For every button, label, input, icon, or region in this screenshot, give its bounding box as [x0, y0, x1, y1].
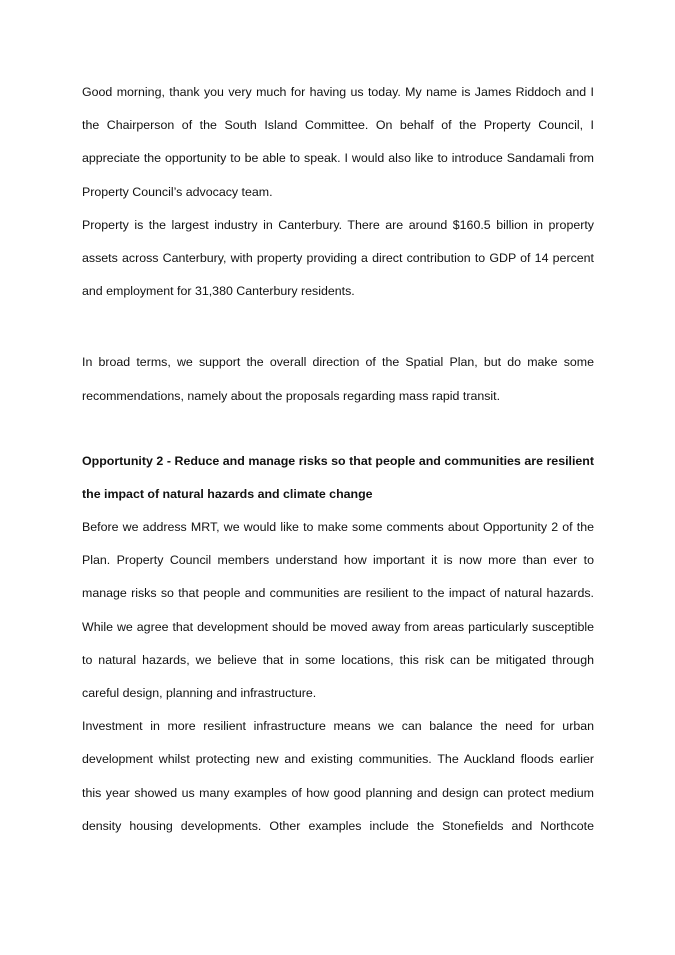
- paragraph-opportunity-2-comments: [82, 511, 594, 710]
- text-line: the Chairperson of the South Island Committee. On behalf of the Property Council, I: [82, 118, 594, 133]
- text-line: density housing developments. Other examples include the Stonefields and Northcote: [82, 818, 594, 833]
- text-line: While we agree that development should be moved away from areas particularly susceptible: [82, 619, 594, 634]
- text-line: Good morning, thank you very much for having us today. My name is James Riddoch and I: [82, 85, 594, 99]
- paragraph-spatial-plan: [82, 346, 594, 412]
- paragraph-resilient-infrastructure: [82, 710, 594, 843]
- section-heading-opportunity-2: [82, 445, 594, 511]
- paragraph-spacer: [82, 413, 594, 445]
- paragraph-introduction: [82, 76, 594, 209]
- text-line: Investment in more resilient infrastructure means we can balance the need for urban: [82, 719, 594, 734]
- text-line: recommendations, namely about the proposals regarding mass rapid transit.: [82, 388, 501, 403]
- text-line: the impact of natural hazards and climate change: [82, 486, 373, 501]
- text-line: Opportunity 2 - Reduce and manage risks so that people and communities are resilient: [82, 453, 594, 468]
- text-line: Plan. Property Council members understand how important it is now more than ever to: [82, 553, 594, 568]
- text-line: this year showed us many examples of how good planning and design can protect medium: [82, 785, 594, 800]
- text-line: manage risks so that people and communities are resilient to the impact of natural hazards.: [82, 586, 594, 601]
- text-line: careful design, planning and infrastructure.: [82, 686, 317, 700]
- text-line: Before we address MRT, we would like to make some comments about Opportunity 2 of the: [82, 520, 594, 535]
- text-line: assets across Canterbury, with property providing a direct contribution to GDP of 14 percent: [82, 250, 594, 265]
- text-line: Property Council’s advocacy team.: [82, 184, 273, 199]
- paragraph-property-industry: [82, 209, 594, 309]
- text-line: to natural hazards, we believe that in some locations, this risk can be mitigated through: [82, 652, 594, 667]
- document-body: [82, 76, 594, 843]
- text-line: development whilst protecting new and existing communities. The Auckland floods earlier: [82, 752, 594, 767]
- text-line: Property is the largest industry in Canterbury. There are around $160.5 billion in property: [82, 217, 594, 232]
- text-line: appreciate the opportunity to be able to speak. I would also like to introduce Sandamali from: [82, 151, 594, 166]
- paragraph-spacer: [82, 308, 594, 346]
- text-line: and employment for 31,380 Canterbury residents.: [82, 284, 355, 299]
- text-line: In broad terms, we support the overall direction of the Spatial Plan, but do make some: [82, 355, 594, 370]
